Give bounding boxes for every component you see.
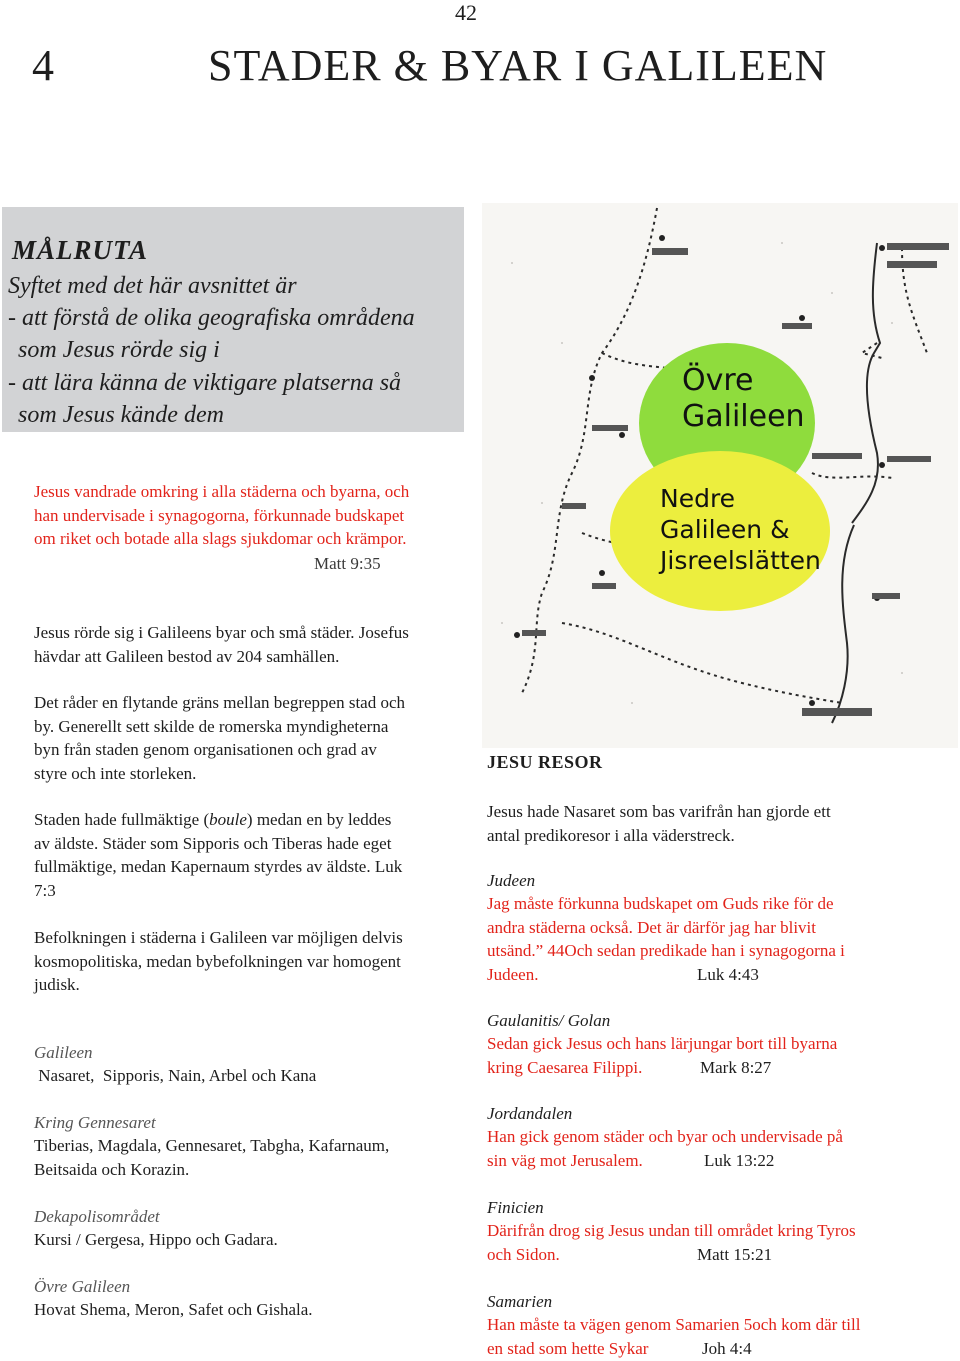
region-places: Kursi / Gergesa, Hippo och Gadara. [34,1230,278,1249]
map-label-line: Nedre [660,484,736,513]
resa-line: Därifrån drog sig Jesus undan till området kring Tyros [487,1221,856,1240]
region-places: Tiberias, Magdala, Gennesaret, Tabgha, Kafarnaum, [34,1136,390,1155]
map-label-line: Galileen [682,399,805,434]
resa-judeen [487,871,845,986]
malruta-line: Syftet med det här avsnittet är [8,273,297,299]
resa-line: andra städerna också. Det är därför jag har blivit [487,917,816,937]
resa-text [487,892,845,986]
resa-last-text: och Sidon. [487,1244,560,1264]
paragraph-line: Jesus rörde sig i Galileens byar och små städer. Josefus [34,623,409,642]
paragraph-line: fullmäktige, medan Kapernaum styrdes av äldste. Luk [34,857,403,876]
paragraph-line: hävdar att Galileen bestod av 204 samhällen. [34,646,340,666]
paragraph-fullmaktige [34,808,402,902]
resa-line [487,1337,860,1361]
paragraph-line: Det råder en flytande gräns mellan begreppen stad och [34,693,406,712]
scripture-quote [34,480,409,551]
resa-golan [487,1011,837,1079]
resa-finicien [487,1198,856,1266]
resa-text [487,1313,860,1360]
region-places: Nasaret, Sipporis, Nain, Arbel och Kana [34,1066,317,1085]
resa-last-text: en stad som hette Sykar [487,1338,649,1358]
malruta-line: som Jesus rörde sig i [18,337,220,363]
map-lower-label [660,483,821,576]
page-number: 42 [455,0,477,25]
resa-reference: Matt 15:21 [697,1244,773,1264]
resa-line [487,1149,843,1173]
resa-last-text: sin väg mot Jerusalem. [487,1150,643,1170]
map-label-line: Övre [682,363,754,398]
chapter-title: STADER & BYAR I GALILEEN [208,41,828,90]
text-span: Staden hade fullmäktige ( [34,810,210,829]
resa-line: utsänd.” 44Och sedan predikade han i synagogorna i [487,941,845,960]
resa-last-text: kring Caesarea Filippi. [487,1057,643,1077]
resa-line [487,1243,856,1267]
resa-line: Han måste ta vägen genom Samarien 5och kom där till [487,1315,861,1334]
region-label: Dekapolisområdet [34,1207,160,1226]
paragraph-line: av äldste. Städer som Sipporis och Tiberas hade eget [34,833,392,853]
resa-reference: Joh 4:4 [702,1338,752,1358]
map-label-line: Jisreelslätten [660,546,821,575]
region-dekapolis [34,1207,278,1252]
resa-line: Han gick genom städer och byar och undervisade på [487,1127,843,1146]
region-ovre-galileen [34,1277,313,1322]
quote-reference: Matt 9:35 [314,554,381,573]
chapter-number: 4 [32,41,54,90]
resa-label: Finicien [487,1198,544,1217]
malruta-heading: MÅLRUTA [12,235,149,265]
malruta-box [2,207,464,432]
malruta-line: - att förstå de olika geografiska områdena [8,305,415,331]
resa-line [487,963,845,987]
map-upper-label [682,363,805,435]
paragraph-line [34,808,402,832]
resa-samarien [487,1292,860,1360]
paragraph-line: Befolkningen i städerna i Galileen var möjligen delvis [34,928,403,947]
paragraph-line: byn från staden genom organisationen och grad av [34,740,377,759]
resa-label: Gaulanitis/ Golan [487,1011,611,1030]
quote-line: han undervisade i synagogorna, förkunnade budskapet [34,505,405,525]
text-span: ) medan en by leddes [246,810,392,829]
paragraph-line: 7:3 [34,880,56,900]
boule-term: boule [209,810,247,829]
resa-jordandalen [487,1104,843,1172]
quote-line: om riket och botade alla slags sjukdomar och krämpor. [34,529,407,548]
resa-label: Jordandalen [487,1104,573,1123]
resa-reference: Luk 4:43 [697,964,759,984]
quote-line: Jesus vandrade omkring i alla städerna och byarna, och [34,482,410,501]
intro-line: antal predikoresor i alla väderstreck. [487,825,735,845]
resa-reference: Luk 13:22 [704,1150,775,1170]
resa-label: Samarien [487,1292,553,1311]
region-gennesaret [34,1113,389,1181]
paragraph-line: styre och inte storleken. [34,763,197,783]
paragraph-line: by. Generellt sett skilde de romerska myndigheterna [34,716,389,736]
region-label: Övre Galileen [34,1277,131,1296]
resa-line: Jag måste förkunna budskapet om Guds rike för de [487,894,834,913]
region-places: Beitsaida och Korazin. [34,1159,190,1179]
map-graphic [482,203,958,748]
malruta-line: - att lära känna de viktigare platserna så [8,370,402,396]
resa-reference: Mark 8:27 [700,1057,772,1077]
resa-line: Sedan gick Jesus och hans lärjungar bort till byarna [487,1034,838,1053]
galilee-map [482,203,958,748]
region-label: Kring Gennesaret [34,1113,156,1132]
resa-label: Judeen [487,871,536,890]
jesu-resor-intro [487,800,831,847]
region-label: Galileen [34,1043,93,1062]
jesu-resor-heading: JESU RESOR [487,752,603,772]
resa-line [487,1056,837,1080]
paragraph-befolkning [34,926,403,997]
resa-text [487,1219,856,1266]
map-label-line: Galileen & [660,515,790,544]
paragraph-line: judisk. [34,975,80,994]
resa-text [487,1125,843,1172]
region-places: Hovat Shema, Meron, Safet och Gishala. [34,1300,313,1319]
paragraph-stad-by [34,691,405,785]
resa-last-text: Judeen. [487,964,539,984]
paragraph-line: kosmopolitiska, medan bybefolkningen var homogent [34,951,401,971]
intro-line: Jesus hade Nasaret som bas varifrån han gjorde ett [487,802,831,821]
resa-text [487,1032,837,1079]
paragraph-villages [34,621,409,668]
region-galileen [34,1043,316,1088]
malruta-line: som Jesus kände dem [18,402,224,428]
